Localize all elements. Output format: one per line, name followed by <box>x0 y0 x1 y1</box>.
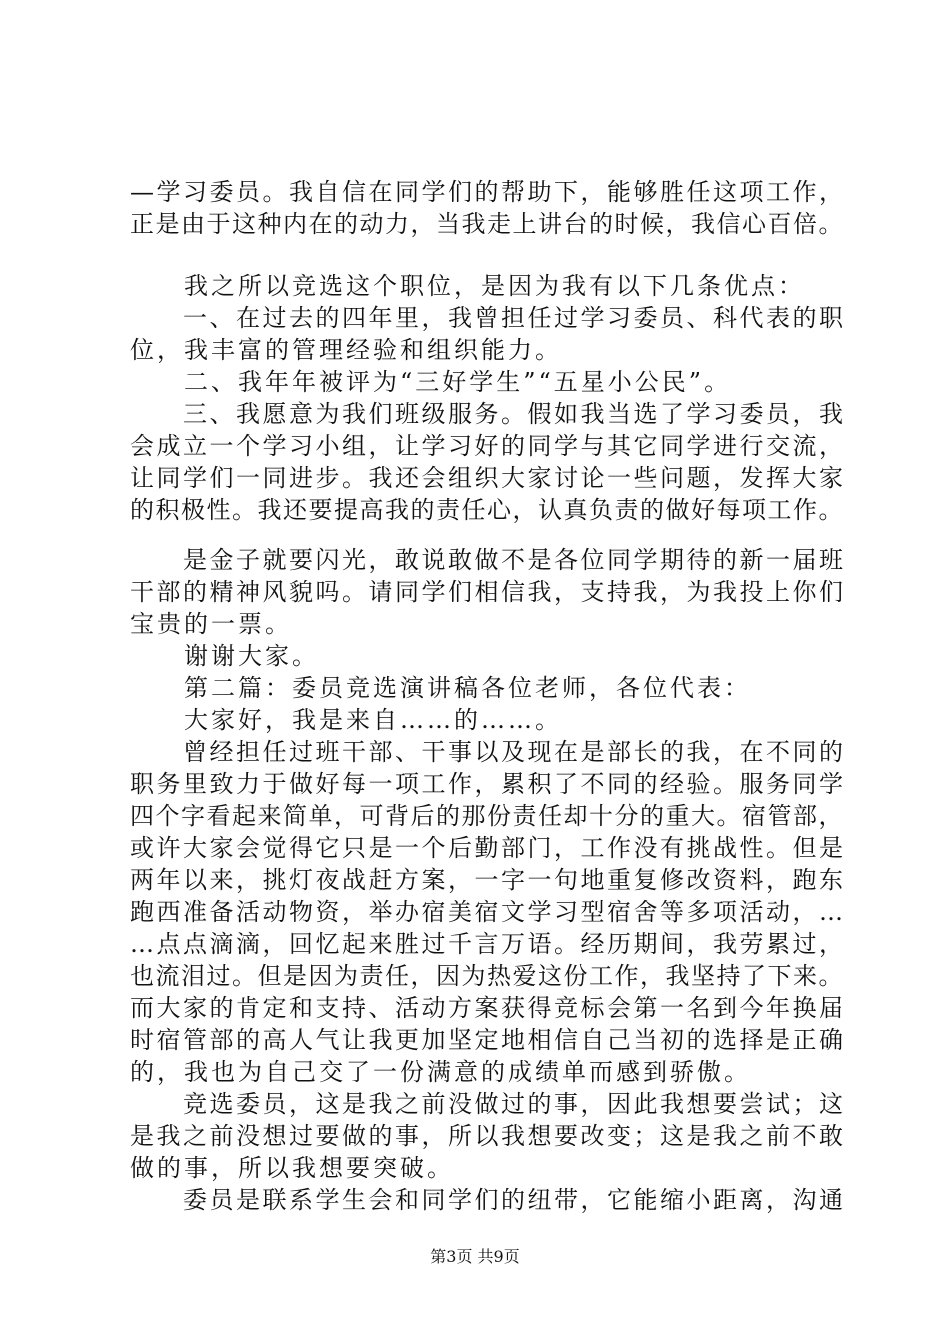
text-line: 干部的精神风貌吗。请同学们相信我，支持我，为我投上你们 <box>130 578 846 606</box>
paragraph-block-2 <box>130 270 850 526</box>
text-line: 委员是联系学生会和同学们的纽带，它能缩小距离，沟通 <box>130 1186 846 1214</box>
text-line: 做的事，所以我想要突破。 <box>130 1154 454 1182</box>
paragraph-block-1 <box>130 176 850 240</box>
text-line: 谢谢大家。 <box>130 642 319 670</box>
text-line: 第二篇：委员竞选演讲稿各位老师，各位代表： <box>130 674 751 702</box>
text-line: 大家好，我是来自……的……。 <box>130 706 562 734</box>
text-line: 四个字看起来简单，可背后的那份责任却十分的重大。宿管部， <box>130 802 844 830</box>
text-line: 的积极性。我还要提高我的责任心，认真负责的做好每项工作。 <box>130 496 844 524</box>
text-line: —学习委员。我自信在同学们的帮助下，能够胜任这项工作， <box>130 178 846 206</box>
text-line: 位，我丰富的管理经验和组织能力。 <box>130 336 562 364</box>
text-line: 的，我也为自己交了一份满意的成绩单而感到骄傲。 <box>130 1058 751 1086</box>
text-line: 是金子就要闪光，敢说敢做不是各位同学期待的新一届班 <box>130 546 846 574</box>
text-line: 竞选委员，这是我之前没做过的事，因此我想要尝试；这 <box>130 1090 846 1118</box>
text-line: 三、我愿意为我们班级服务。假如我当选了学习委员，我 <box>130 400 846 428</box>
text-line: 正是由于这种内在的动力，当我走上讲台的时候，我信心百倍。 <box>130 210 844 238</box>
text-line: 一、在过去的四年里，我曾担任过学习委员、科代表的职 <box>130 304 846 332</box>
text-line: …点点滴滴，回忆起来胜过千言万语。经历期间，我劳累过， <box>130 930 846 958</box>
text-line: 而大家的肯定和支持、活动方案获得竞标会第一名到今年换届 <box>130 994 846 1022</box>
paragraph-block-3 <box>130 544 850 1216</box>
text-line: 让同学们一同进步。我还会组织大家讨论一些问题，发挥大家 <box>130 464 846 492</box>
text-line: 跑西准备活动物资，举办宿美宿文学习型宿舍等多项活动，… <box>130 898 846 926</box>
text-line: 时宿管部的高人气让我更加坚定地相信自己当初的选择是正确 <box>130 1026 846 1054</box>
text-line: 或许大家会觉得它只是一个后勤部门，工作没有挑战性。但是 <box>130 834 846 862</box>
text-line: 两年以来，挑灯夜战赶方案，一字一句地重复修改资料，跑东 <box>130 866 846 894</box>
text-line: 是我之前没想过要做的事，所以我想要改变；这是我之前不敢 <box>130 1122 846 1150</box>
text-line: 曾经担任过班干部、干事以及现在是部长的我，在不同的 <box>130 738 846 766</box>
page-number-footer: 第3页 共9页 <box>430 1247 520 1266</box>
text-line: 二、我年年被评为“三好学生”“五星小公民”。 <box>130 368 732 396</box>
text-line: 会成立一个学习小组，让学习好的同学与其它同学进行交流， <box>130 432 846 460</box>
text-line: 也流泪过。但是因为责任，因为热爱这份工作，我坚持了下来。 <box>130 962 844 990</box>
text-line: 职务里致力于做好每一项工作，累积了不同的经验。服务同学 <box>130 770 846 798</box>
text-line: 宝贵的一票。 <box>130 610 292 638</box>
text-line: 我之所以竞选这个职位，是因为我有以下几条优点： <box>130 272 805 300</box>
